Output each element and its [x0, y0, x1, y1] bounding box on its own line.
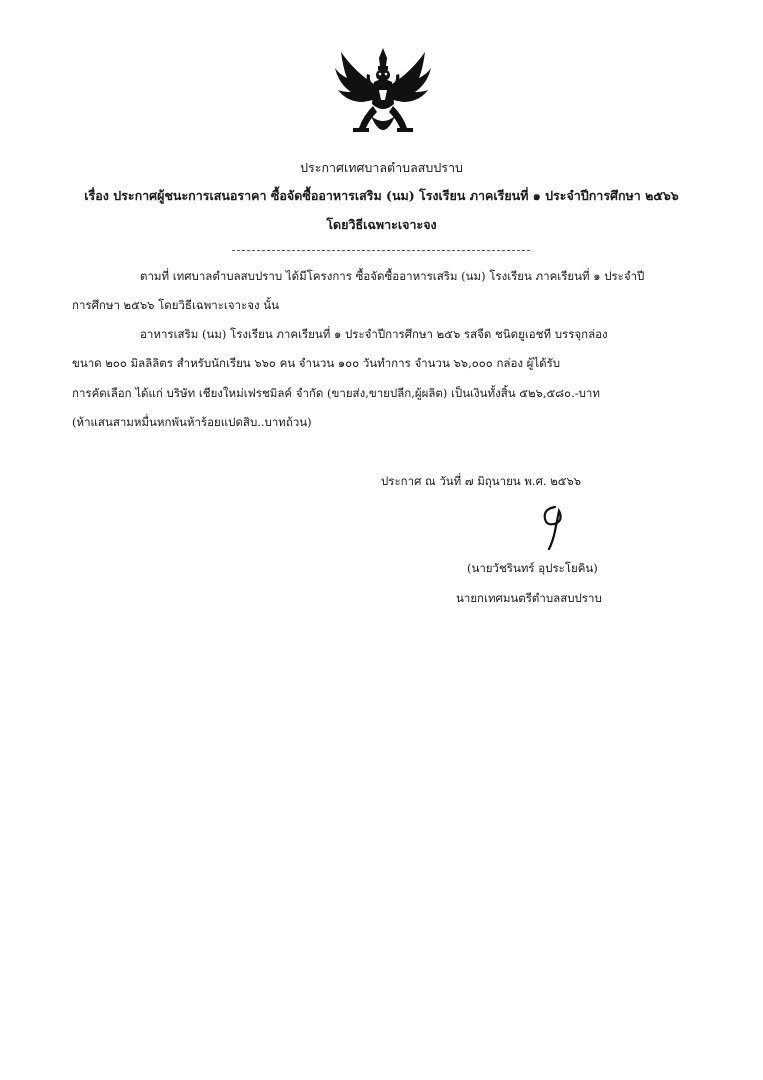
header-subject-line: เรื่อง ประกาศผู้ชนะการเสนอราคา ซื้อจัดซื้ออาหารเสริม (นม) โรงเรียน ภาคเรียนที่ ๑ ประจำปีการศึกษา ๒๕๖๖ — [84, 188, 679, 203]
paragraph-2-line-1: อาหารเสริม (นม) โรงเรียน ภาคเรียนที่ ๑ ประจำปีการศึกษา ๒๕๖ รสจืด ชนิดยูเอชที บรรจุกล่อง — [140, 327, 608, 341]
paragraph-2-line-3: การคัดเลือก ได้แก่ บริษัท เชียงใหม่เฟรชมิลค์ จำกัด (ขายส่ง,ขายปลีก,ผู้ผลิต) เป็นเงินทั้งสิ้น ๕๒๖,๕๘๐.-บาท — [72, 386, 600, 400]
signer-title: นายกเทศมนตรีตำบลสบปราบ — [456, 591, 602, 605]
paragraph-1-line-2: การศึกษา ๒๕๖๖ โดยวิธีเฉพาะเจาะจง นั้น — [72, 298, 279, 312]
paragraph-2-line-2: ขนาด ๒๐๐ มิลลิลิตร สำหรับนักเรียน ๖๖๐ คน จำนวน ๑๐๐ วันทำการ จำนวน ๖๖,๐๐๐ กล่อง ผู้ได้รับ — [72, 356, 561, 370]
header-divider — [232, 250, 530, 251]
garuda-emblem-icon — [333, 44, 433, 144]
announcement-date: ประกาศ ณ วันที่ ๗ มิถุนายน พ.ศ. ๒๕๖๖ — [381, 474, 582, 488]
signer-name: (นายวัชรินทร์ อุประโยคิน) — [467, 561, 598, 575]
paragraph-1-line-1: ตามที่ เทศบาลตำบลสบปราบ ได้มีโครงการ ซื้อจัดซื้ออาหารเสริม (นม) โรงเรียน ภาคเรียนที่ ๑ ประจำปี — [140, 269, 645, 283]
paragraph-2-line-4: (ห้าแสนสามหมื่นหกพันห้าร้อยแปดสิบ..บาทถ้วน) — [72, 415, 312, 429]
header-method-line: โดยวิธีเฉพาะเจาะจง — [326, 217, 437, 232]
handwritten-signature-icon — [533, 505, 573, 553]
header-title-line-1: ประกาศเทศบาลตำบลสบปราบ — [300, 160, 463, 175]
